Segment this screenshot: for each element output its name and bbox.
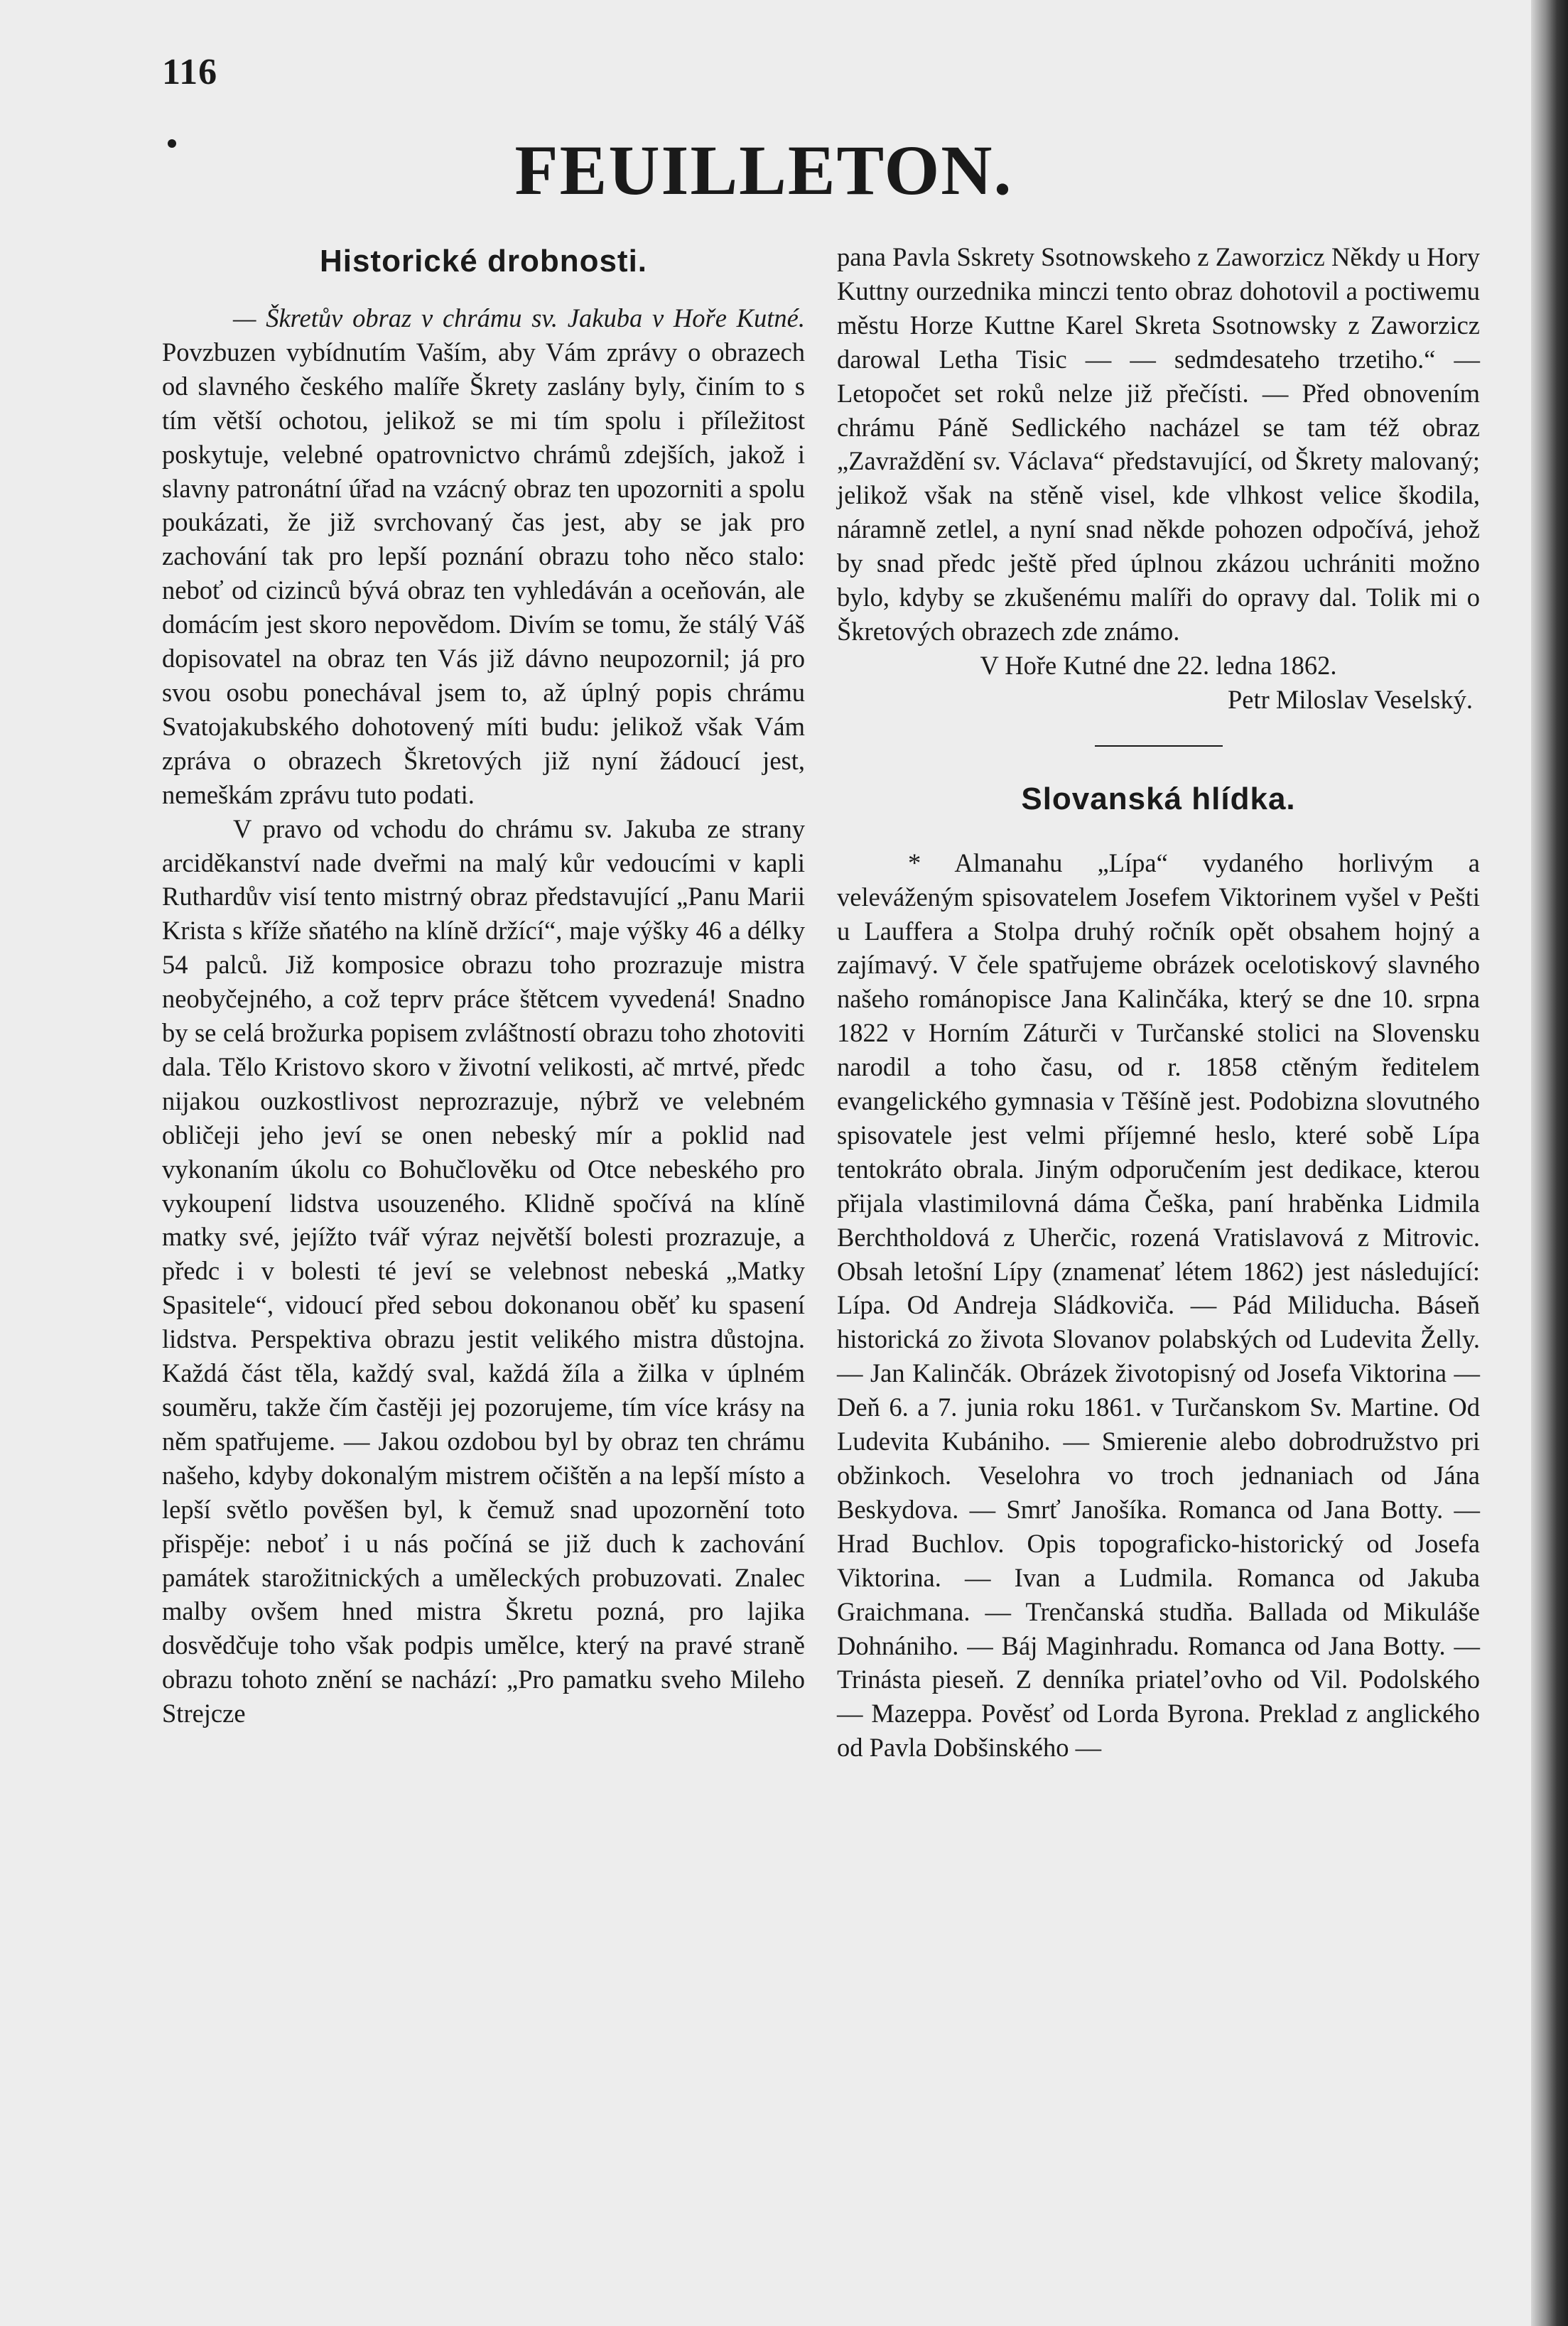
article-lead: — Škretův obraz v chrámu sv. Jakuba v Hoře Kutné. [233,303,805,332]
page-binding-edge [1531,0,1568,2326]
right-column [837,240,1480,1765]
slovanska-hlidka-paragraph: * Almanahu „Lípa“ vydaného horlivým a veleváženým spisovatelem Josefem Viktorinem vyšel v Pešti u Lauffera a Stolpa druhý ročník opět obsahem hojný a zajímavý. V čele spatřujeme obrázek ocelotiskový slavného našeho románopisce Jana Kalinčáka, který se dne 10. srpna 1822 v Horním Záturči v Turčanské stolici na Slovensku narodil a toho času, od r. 1858 ctěným ředitelem evangelického gymnasia v Těšíně jest. Podobizna slovutného spisovatele jest velmi příjemné heslo, které sobě Lípa tentokráto obrala. Jiným odporučením jest dedikace, kterou přijala vlastimilovná dáma Češka, paní hraběnka Lidmila Berchtholdová z Uherčic, rozená Vratislavová z Mitrovic. Obsah letošní Lípy (znamenať létem 1862) jest následující: Lípa. Od Andreja Sládkoviča. — Pád Miliducha. Báseň historická zo života Slovanov polabských od Ludevita Želly. — Jan Kalinčák. Obrázek životopisný od Josefa Viktorina — Deň 6. a 7. junia roku 1861. v Turčanskom Sv. Martine. Od Ludevita Kubániho. — Smierenie alebo dobrodružstvo pri obžinkoch. Veselohra vo troch jednaniach od Jána Beskydova. — Smrť Janošíka. Romanca od Jana Botty. — Hrad Buchlov. Opis topograficko-historický od Josefa Viktorina. — Ivan a Ludmila. Romanca od Jakuba Graichmana. — Trenčanská studňa. Ballada od Mikuláše Dohnániho. — Báj Maginhradu. Romanca od Jana Botty. — Trinásta pieseň. Z denníka priatel’ovho od Vil. Podolského — Mazeppa. Pověsť od Lorda Byrona. Preklad z anglického od Pavla Dobšinského — [837,848,1480,1763]
continuation-paragraph: pana Pavla Sskrety Ssotnowskeho z Zaworzicz Někdy u Hory Kuttny ourzednika minczi tento obraz dohotovil a poctiwemu městu Horze Kuttne Karel Skreta Ssotnowsky z Zaworzicz darowal Letha Tisic — — sedmdesateho trzetiho.“ — Letopočet set roků nelze již přečísti. — Před obnovením chrámu Páně Sedlického nacházel se tam též obraz „Zavraždění sv. Václava“ představující, od Škrety malovaný; jelikož však na stěně visel, kde vlhkost velice škodila, náramně zetlel, a nyní snad někde pohozen odpočívá, jehož by snad předc ještě před úplnou zkázou uchrániti možno bylo, kdyby se zkušenému malíři do opravy dal. Tolik mi o Škretových obrazech zde známo. [837,242,1480,646]
section-title-slovanska-hlidka: Slovanská hlídka. [1021,781,1296,816]
page-number: 116 [162,52,218,92]
section-divider [1095,745,1223,747]
date-line: V Hoře Kutné dne 22. ledna 1862. [980,650,1337,680]
left-column [162,240,805,1731]
section-title-historicke-drobnosti: Historické drobnosti. [319,244,648,278]
author-signature: Petr Miloslav Veselský. [1227,684,1473,714]
page-header-title: FEUILLETON. [514,131,1013,210]
article-paragraph-1 [162,301,805,812]
article-paragraph-2: V pravo od vchodu do chrámu sv. Jakuba ze strany arciděkanství nade dveřmi na malý kůr vedoucími v kapli Ruthardův visí tento mistrný obraz představující „Panu Marii Krista s kříže sňatého na klíně držící“, maje výšky 46 a délky 54 palců. Již komposice obrazu toho prozrazuje mistra neobyčejného, a což teprv práce štětcem vyvedená! Snadno by se celá brožurka popisem zvláštností obrazu toho zhotoviti dala. Tělo Kristovo skoro v životní velikosti, ač mrtvé, předc nijakou ouzkostlivost neprozrazuje, nýbrž ve velebném obličeji jeho jeví se onen nebeský mír a poklid nad vykonaním úkolu co Bohučlověku od Otce nebeského pro vykoupení lidstva usouzeného. Klidně spočívá na klíně matky své, jejížto tvář výraz největší bolesti prozrazuje, a předc i v bolesti té jeví se velebnost nebeská „Matky Spasitele“, vidoucí před sebou dokonanou oběť ku spasení lidstva. Perspektiva obrazu jestit velikého mistra důstojna. Každá část těla, každý sval, každá žíla a žilka v úplném souměru, takže čím častěji jej pozorujeme, tím více krásy na něm spatřujeme. — Jakou ozdobou byl by obraz ten chrámu našeho, kdyby dokonalým mistrem očištěn a na lepší místo a lepší světlo pověšen byl, k čemuž snad upozornění toto přispěje: neboť i u nás počíná se již duch k zachování památek starožitnických a uměleckých probuzovati. Znalec malby ovšem hned mistra Škretu pozná, pro lajika dosvědčuje toho však podpis umělce, který na pravé straně obrazu tohoto znění se nachází: „Pro pamatku sveho Mileho Strejcze [162,813,805,1729]
paragraph-text-1: Povzbuzen vybídnutím Vaším, aby Vám zprávy o obrazech od slavného českého malíře Škrety zaslány byly, činím to s tím větší ochotou, jelikož se mi tím spolu i příležitost poskytuje, velebné opatrovnictvo chrámů zdejších, jakož i slavny patronátní úřad na vzácný obraz ten upozorniti a spolu poukázati, že již svrchovaný čas jest, aby se jak pro zachování tak pro lepší poznání obrazu toho něco stalo: neboť od cizinců bývá obraz ten vyhledáván a oceňován, ale domácím jest skoro nepovědom. Divím se tomu, že stálý Váš dopisovatel na obraz ten Vás již dávno neupozornil; já pro svou osobu ponechával jsem to, až úplný popis chrámu Svatojakubského dohotovený míti budu: jelikož však Vám zpráva o obrazech Škretových již nyní žádoucí jest, nemeškám zprávu tuto podati. [162,337,805,809]
